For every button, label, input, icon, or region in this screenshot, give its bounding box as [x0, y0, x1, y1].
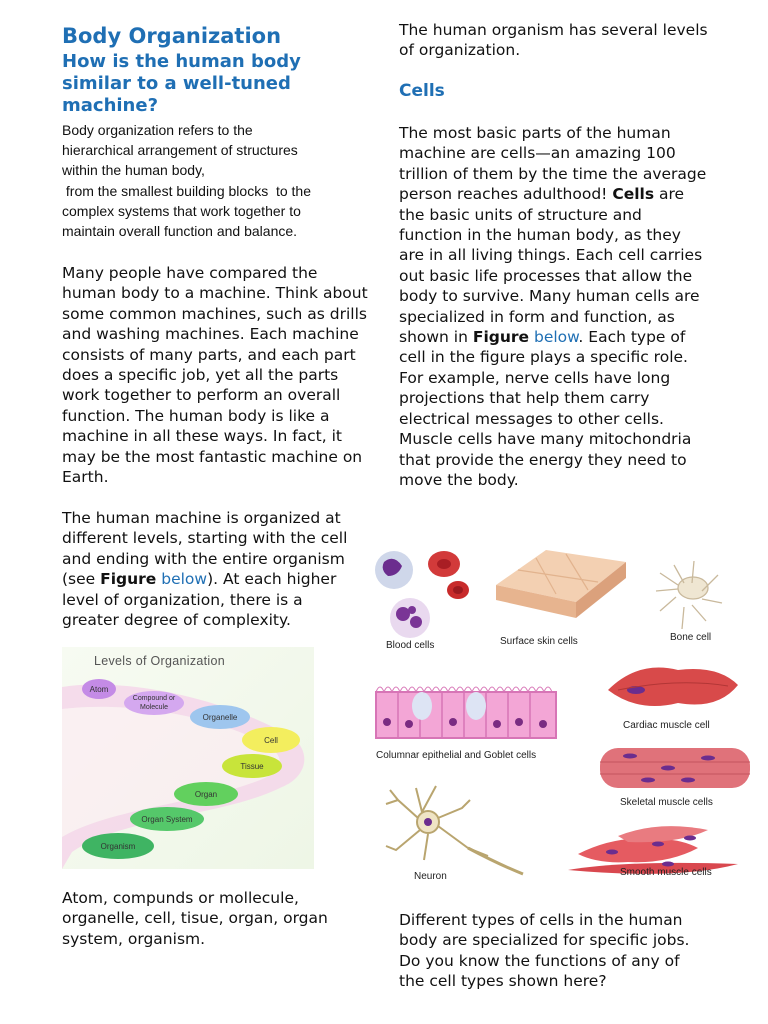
- para-text: ). At each higher level of organization, there is a greater degree of complexity.: [62, 570, 337, 630]
- intro-line: Body organization refers to the: [62, 122, 253, 138]
- level-organelle: Organelle: [190, 705, 250, 729]
- cell-types-figure: [368, 540, 758, 890]
- cell-illustrations: [368, 540, 758, 890]
- below-link[interactable]: below: [534, 328, 579, 347]
- levels-paragraph: [62, 508, 362, 630]
- para-text: The human machine is organized at different levels, starting with the cell and ending with the entire organism (see: [62, 509, 348, 589]
- cardiac-cell-icon: [608, 668, 738, 707]
- level-compound: Compound or Molecule: [124, 691, 184, 715]
- cardiac-cell-label: Cardiac muscle cell: [623, 720, 710, 731]
- intro-line: within the human body,: [62, 162, 205, 179]
- bone-cell-icon: [656, 561, 722, 629]
- blood-cells-icon: [375, 551, 469, 638]
- level-organ-system: Organ System: [130, 807, 204, 831]
- cells-caption: Different types of cells in the human body are specialized for specific jobs. Do you know the functions of any of the cell types shown here?: [399, 911, 690, 991]
- page-title: [62, 24, 281, 48]
- cells-bold: Cells: [612, 185, 655, 204]
- intro-line: complex systems that work together to: [62, 202, 301, 219]
- skin-cells-icon: [496, 550, 626, 618]
- para-text: are the basic units of structure and function in the human body, as they are in all living things. Each cell carries out basic life processes that allow the body to survive. Many human cells are specialized in form and function, as shown in: [399, 185, 703, 347]
- right-intro: The human organism has several levels of organization.: [399, 21, 708, 60]
- smooth-muscle-label: Smooth muscle cells: [620, 867, 712, 878]
- neuron-icon: [386, 786, 523, 874]
- neuron-label: Neuron: [414, 871, 447, 882]
- levels-caption: Atom, compunds or mollecule, organelle, cell, tisue, organ, organ system, organism.: [62, 889, 328, 948]
- level-atom: Atom: [82, 679, 116, 699]
- cells-heading: Cells: [399, 81, 445, 101]
- intro-line: maintain overall function and balance.: [62, 223, 298, 240]
- intro-block: [62, 120, 372, 241]
- skeletal-cell-label: Skeletal muscle cells: [620, 797, 713, 808]
- intro-line: hierarchical arrangement of structures: [62, 142, 298, 159]
- para-text: The most basic parts of the human machine are cells—an amazing 100 trillion of them by the time the average person reaches adulthood!: [399, 124, 707, 204]
- level-cell: Cell: [242, 727, 300, 753]
- level-organism: Organism: [82, 833, 154, 859]
- bone-cell-label: Bone cell: [670, 632, 712, 643]
- columnar-cells-label: Columnar epithelial and Goblet cells: [376, 750, 537, 761]
- machine-paragraph: Many people have compared the human body to a machine. Think about some common machines, such as drills and washing machines. Each machine consists of many parts, and each part does a specific job, yet all the parts work together to perform an overall function. The human body is like a machine in all these ways. In fact, it may be the most fantastic machine on Earth.: [62, 264, 368, 487]
- figure-ref: Figure: [100, 570, 157, 589]
- page-subtitle: How is the human body similar to a well-tuned machine?: [62, 51, 301, 116]
- skeletal-cell-icon: [600, 748, 750, 788]
- skin-cells-label: Surface skin cells: [500, 636, 578, 647]
- levels-figure-title: Levels of Organization: [94, 654, 225, 668]
- level-tissue: Tissue: [222, 754, 282, 778]
- cells-paragraph: [399, 123, 707, 490]
- blood-cells-label: Blood cells: [386, 640, 435, 651]
- levels-figure: [62, 647, 314, 869]
- figure-ref: Figure: [472, 328, 530, 347]
- title-text: Body Organization: [62, 24, 282, 48]
- intro-line: from the smallest building blocks to the: [62, 182, 312, 199]
- below-link[interactable]: below: [161, 570, 208, 589]
- para-text: . Each type of cell in the figure plays a specific role. For example, nerve cells have long projections that help them carry electrical messages to other cells. Muscle cells have many mitochondria that provide the energy they need to move the body.: [399, 328, 692, 489]
- level-organ: Organ: [174, 782, 238, 806]
- columnar-cells-icon: [376, 687, 556, 738]
